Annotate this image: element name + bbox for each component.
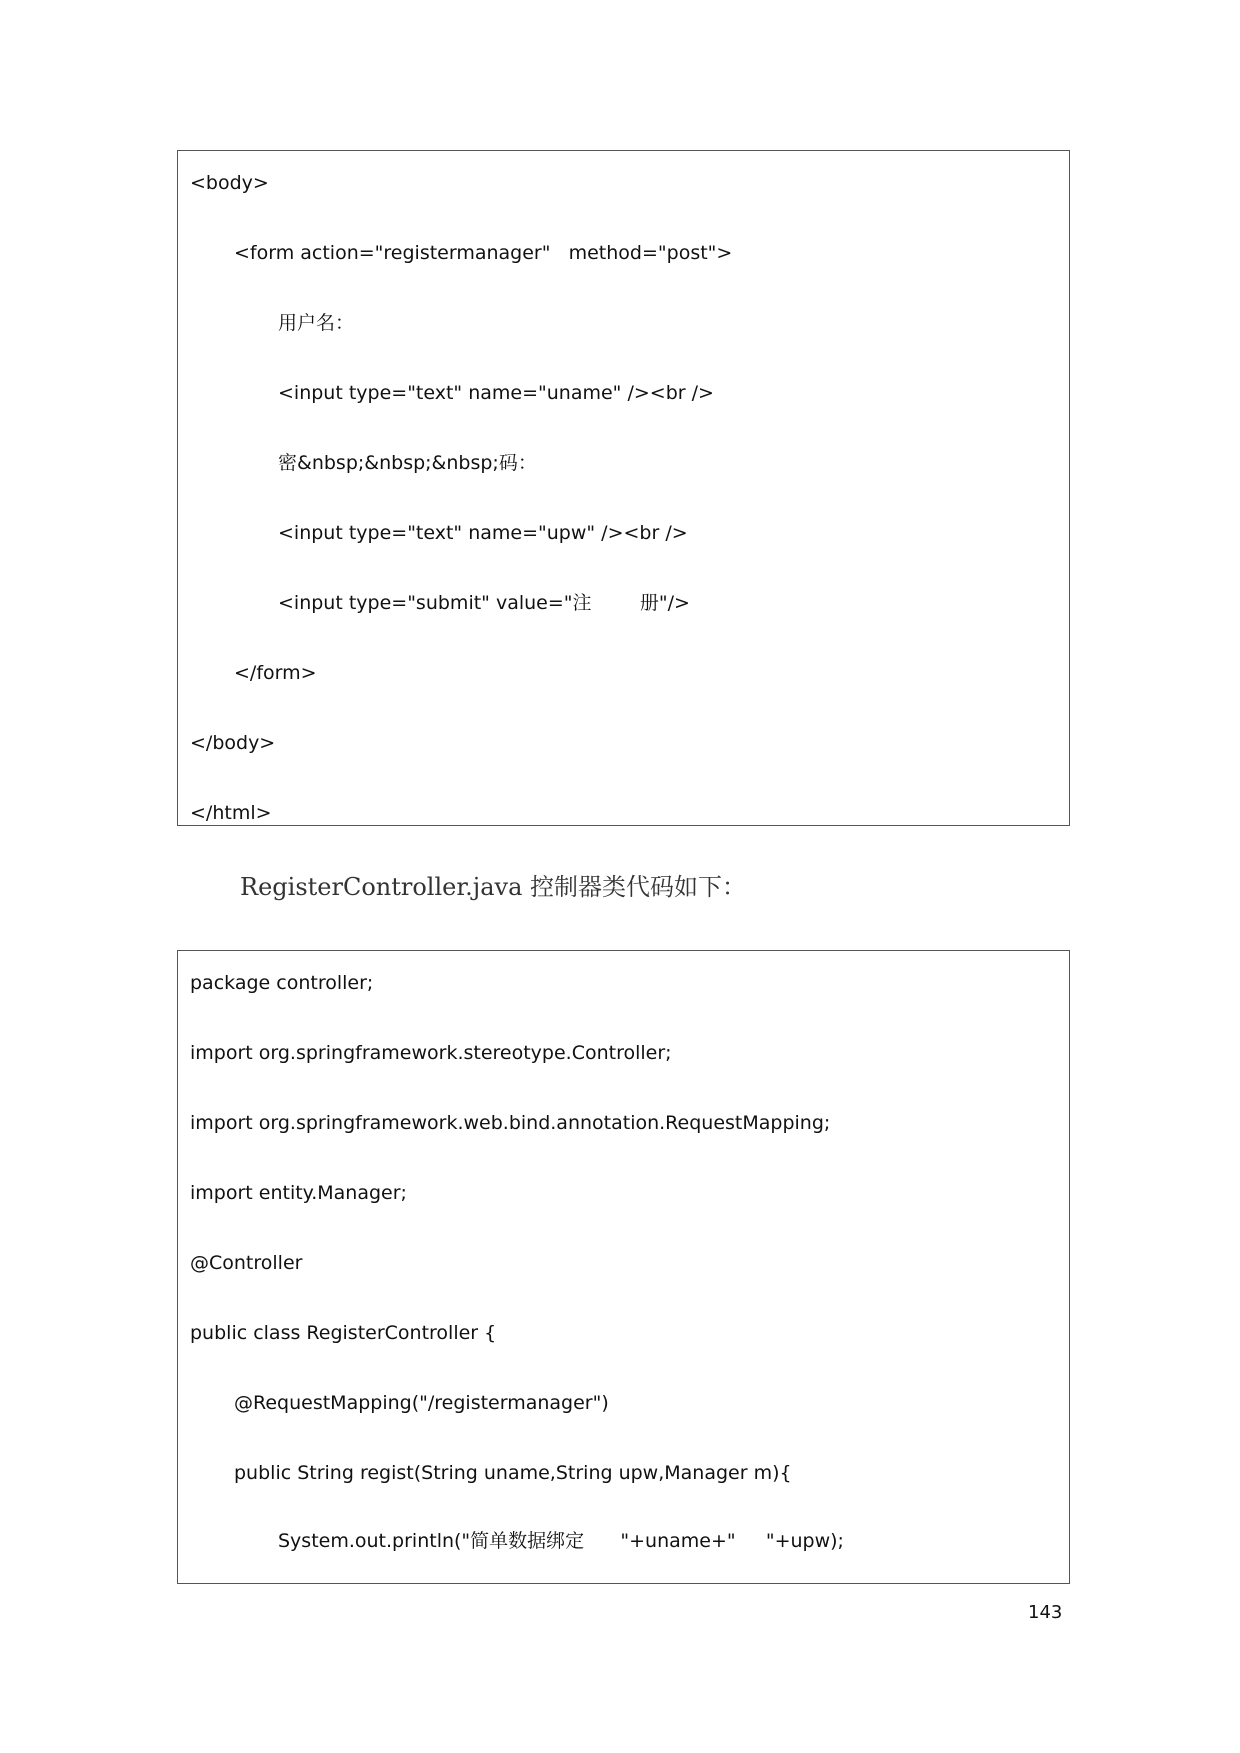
code-block-java: [177, 950, 1070, 1584]
code-line: </form>: [234, 662, 317, 684]
code-line: public String regist(String uname,String upw,Manager m){: [234, 1462, 792, 1484]
code-line: package controller;: [190, 972, 374, 994]
code-line: @RequestMapping("/registermanager"): [234, 1392, 609, 1414]
code-block-html: [177, 150, 1070, 826]
page-number: 143: [1028, 1602, 1063, 1623]
code-line: <form action="registermanager" method="post">: [234, 242, 733, 264]
code-line: import org.springframework.web.bind.annotation.RequestMapping;: [190, 1112, 831, 1134]
section-caption: RegisterController.java 控制器类代码如下：: [240, 873, 747, 901]
code-line: 用户名：: [278, 312, 355, 334]
code-line: 密&nbsp;&nbsp;&nbsp;码：: [278, 452, 537, 474]
code-line: @Controller: [190, 1252, 303, 1274]
code-line: <input type="text" name="upw" /><br />: [278, 522, 688, 544]
code-line: <body>: [190, 172, 269, 194]
code-line: import org.springframework.stereotype.Controller;: [190, 1042, 672, 1064]
code-line: import entity.Manager;: [190, 1182, 407, 1204]
code-line: public class RegisterController {: [190, 1322, 497, 1344]
code-line: System.out.println("简单数据绑定 "+uname+" "+upw);: [278, 1530, 844, 1552]
code-line: <input type="submit" value="注 册"/>: [278, 592, 690, 614]
code-line: </html>: [190, 802, 272, 824]
code-line: <input type="text" name="uname" /><br />: [278, 382, 714, 404]
code-line: </body>: [190, 732, 276, 754]
